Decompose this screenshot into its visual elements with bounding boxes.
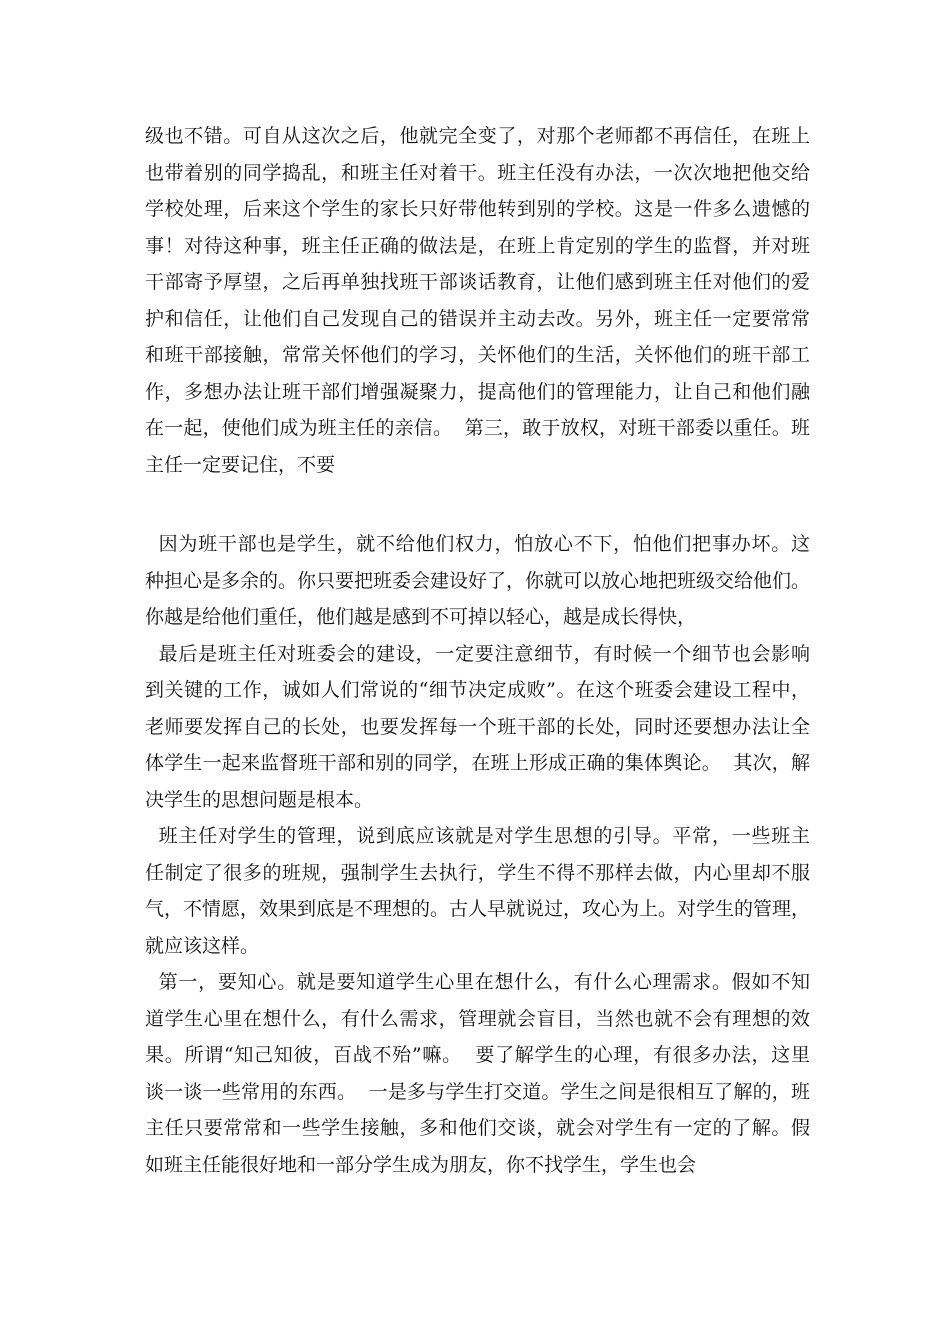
text-line: 作，多想办法让班干部们增强凝聚力，提高他们的管理能力，让自己和他们融 — [145, 380, 810, 403]
text-line: 主任只要常常和一些学生接触，多和他们交谈，就会对学生有一定的了解。假 — [145, 1117, 810, 1139]
text-line: 班主任对学生的管理，说到底应该就是对学生思想的引导。平常，一些班主 — [145, 825, 810, 847]
text-line: 干部寄予厚望，之后再单独找班干部谈话教育，让他们感到班主任对他们的爱 — [145, 271, 810, 293]
text-block-bottom — [145, 526, 810, 1183]
text-line: 主任一定要记住，不要 — [145, 453, 336, 476]
text-line: 种担心是多余的。你只要把班委会建设好了，你就可以放心地把班级交给他们。 — [145, 569, 810, 592]
text-line: 气，不情愿，效果到底是不理想的。古人早就说过，攻心为上。对学生的管理， — [145, 898, 810, 920]
text-line: 也带着别的同学捣乱，和班主任对着干。班主任没有办法，一次次地把他交给 — [145, 161, 810, 184]
text-line: 老师要发挥自己的长处，也要发挥每一个班干部的长处，同时还要想办法让全 — [145, 715, 810, 738]
text-line: 果。所谓“知己知彼，百战不殆”嘛。 要了解学生的心理，有很多办法，这里 — [145, 1044, 810, 1066]
text-line: 道学生心里在想什么，有什么需求，管理就会盲目，当然也就不会有理想的效 — [145, 1007, 810, 1030]
text-line: 护和信任，让他们自己发现自己的错误并主动去改。另外，班主任一定要常常 — [145, 307, 810, 330]
text-line: 谈一谈一些常用的东西。 一是多与学生打交道。学生之间是很相互了解的，班 — [145, 1080, 810, 1103]
text-line: 级也不错。可自从这次之后，他就完全变了，对那个老师都不再信任，在班上 — [145, 125, 810, 147]
text-line: 如班主任能很好地和一部分学生成为朋友，你不找学生，学生也会 — [145, 1153, 697, 1176]
text-line: 到关键的工作，诚如人们常说的“细节决定成败”。在这个班委会建设工程中， — [145, 679, 810, 701]
text-line: 学校处理，后来这个学生的家长只好带他转到别的学校。这是一件多么遗憾的 — [145, 198, 810, 220]
text-line: 最后是班主任对班委会的建设，一定要注意细节，有时候一个细节也会影响 — [145, 642, 810, 665]
text-line: 第一，要知心。就是要知道学生心里在想什么，有什么心理需求。假如不知 — [145, 971, 810, 993]
text-line: 因为班干部也是学生，就不给他们权力，怕放心不下，怕他们把事办坏。这 — [145, 533, 810, 555]
text-line: 体学生一起来监督班干部和别的同学，在班上形成正确的集体舆论。 其次，解 — [145, 752, 810, 774]
text-line: 在一起，使他们成为班主任的亲信。 第三，敢于放权，对班干部委以重任。班 — [145, 417, 810, 439]
text-line: 就应该这样。 — [145, 934, 260, 957]
text-block-top — [145, 118, 810, 483]
text-line: 和班干部接触，常常关怀他们的学习，关怀他们的生活，关怀他们的班干部工 — [145, 344, 810, 366]
text-line: 事！对待这种事，班主任正确的做法是，在班上肯定别的学生的监督，并对班 — [145, 234, 810, 257]
text-line: 你越是给他们重任，他们越是感到不可掉以轻心，越是成长得快， — [145, 606, 697, 628]
text-line: 任制定了很多的班规，强制学生去执行，学生不得不那样去做，内心里却不服 — [145, 861, 810, 884]
text-line: 决学生的思想问题是根本。 — [145, 788, 374, 811]
